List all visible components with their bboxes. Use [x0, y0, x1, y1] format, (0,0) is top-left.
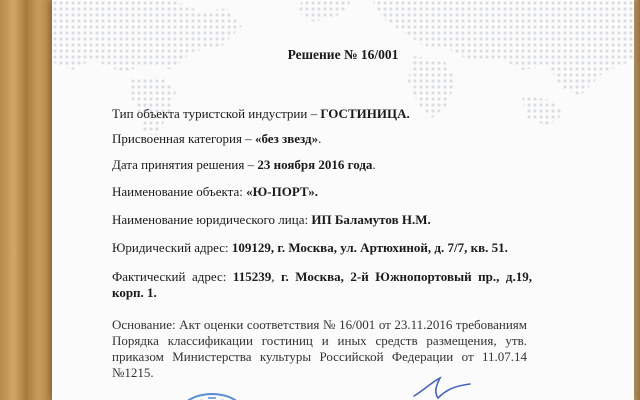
- category-label: Присвоенная категория –: [112, 131, 255, 146]
- category-value: «без звезд»: [254, 131, 319, 146]
- actual-address-value: г. Москва, 2-й Южнопортовый пр., д.19, корп. 1.: [112, 269, 532, 300]
- category-tail: .: [318, 131, 322, 146]
- legal-address-label: Юридический адрес:: [112, 240, 232, 255]
- legal-address-line: [112, 240, 508, 256]
- object-name-value: «Ю-ПОРТ».: [246, 184, 319, 199]
- basis-paragraph: Основание: Акт оценки соответствия № 16/001 от 23.11.2016 требованиям Порядка классификации гостиниц и иных средств размещения, утв. приказом Министерства культуры Российской Федерации от 11.07.14 №1215.: [112, 317, 527, 380]
- decision-date-label: Дата принятия решения –: [112, 157, 258, 172]
- handwritten-signature-icon: [410, 376, 480, 400]
- round-stamp-icon: [172, 386, 252, 400]
- legal-entity-line: [112, 212, 431, 228]
- decision-date-value: 23 ноября 2016 года: [257, 157, 373, 172]
- object-type-line: [112, 106, 410, 122]
- certificate-sheet: [52, 0, 634, 400]
- actual-address-separator: ,: [271, 269, 282, 284]
- category-line: [112, 131, 321, 147]
- actual-address-line: [112, 269, 532, 301]
- document-body: [52, 0, 634, 400]
- legal-entity-label: Наименование юридического лица:: [112, 212, 312, 227]
- object-name-line: [112, 184, 318, 200]
- actual-address-label: Фактический адрес:: [112, 269, 233, 284]
- decision-date-line: [112, 157, 376, 173]
- object-type-value: ГОСТИНИЦА.: [320, 106, 410, 121]
- decision-date-tail: .: [372, 157, 376, 172]
- legal-entity-value: ИП Баламутов Н.М.: [311, 212, 431, 227]
- decision-title: Решение № 16/001: [287, 47, 399, 62]
- legal-address-value: 109129, г. Москва, ул. Артюхиной, д. 7/7, кв. 51.: [231, 240, 508, 255]
- object-name-label: Наименование объекта:: [112, 184, 247, 199]
- object-type-label: Тип объекта туристской индустрии –: [112, 106, 321, 121]
- actual-address-index: 115239: [232, 269, 272, 284]
- wooden-desk-edge: [634, 0, 640, 400]
